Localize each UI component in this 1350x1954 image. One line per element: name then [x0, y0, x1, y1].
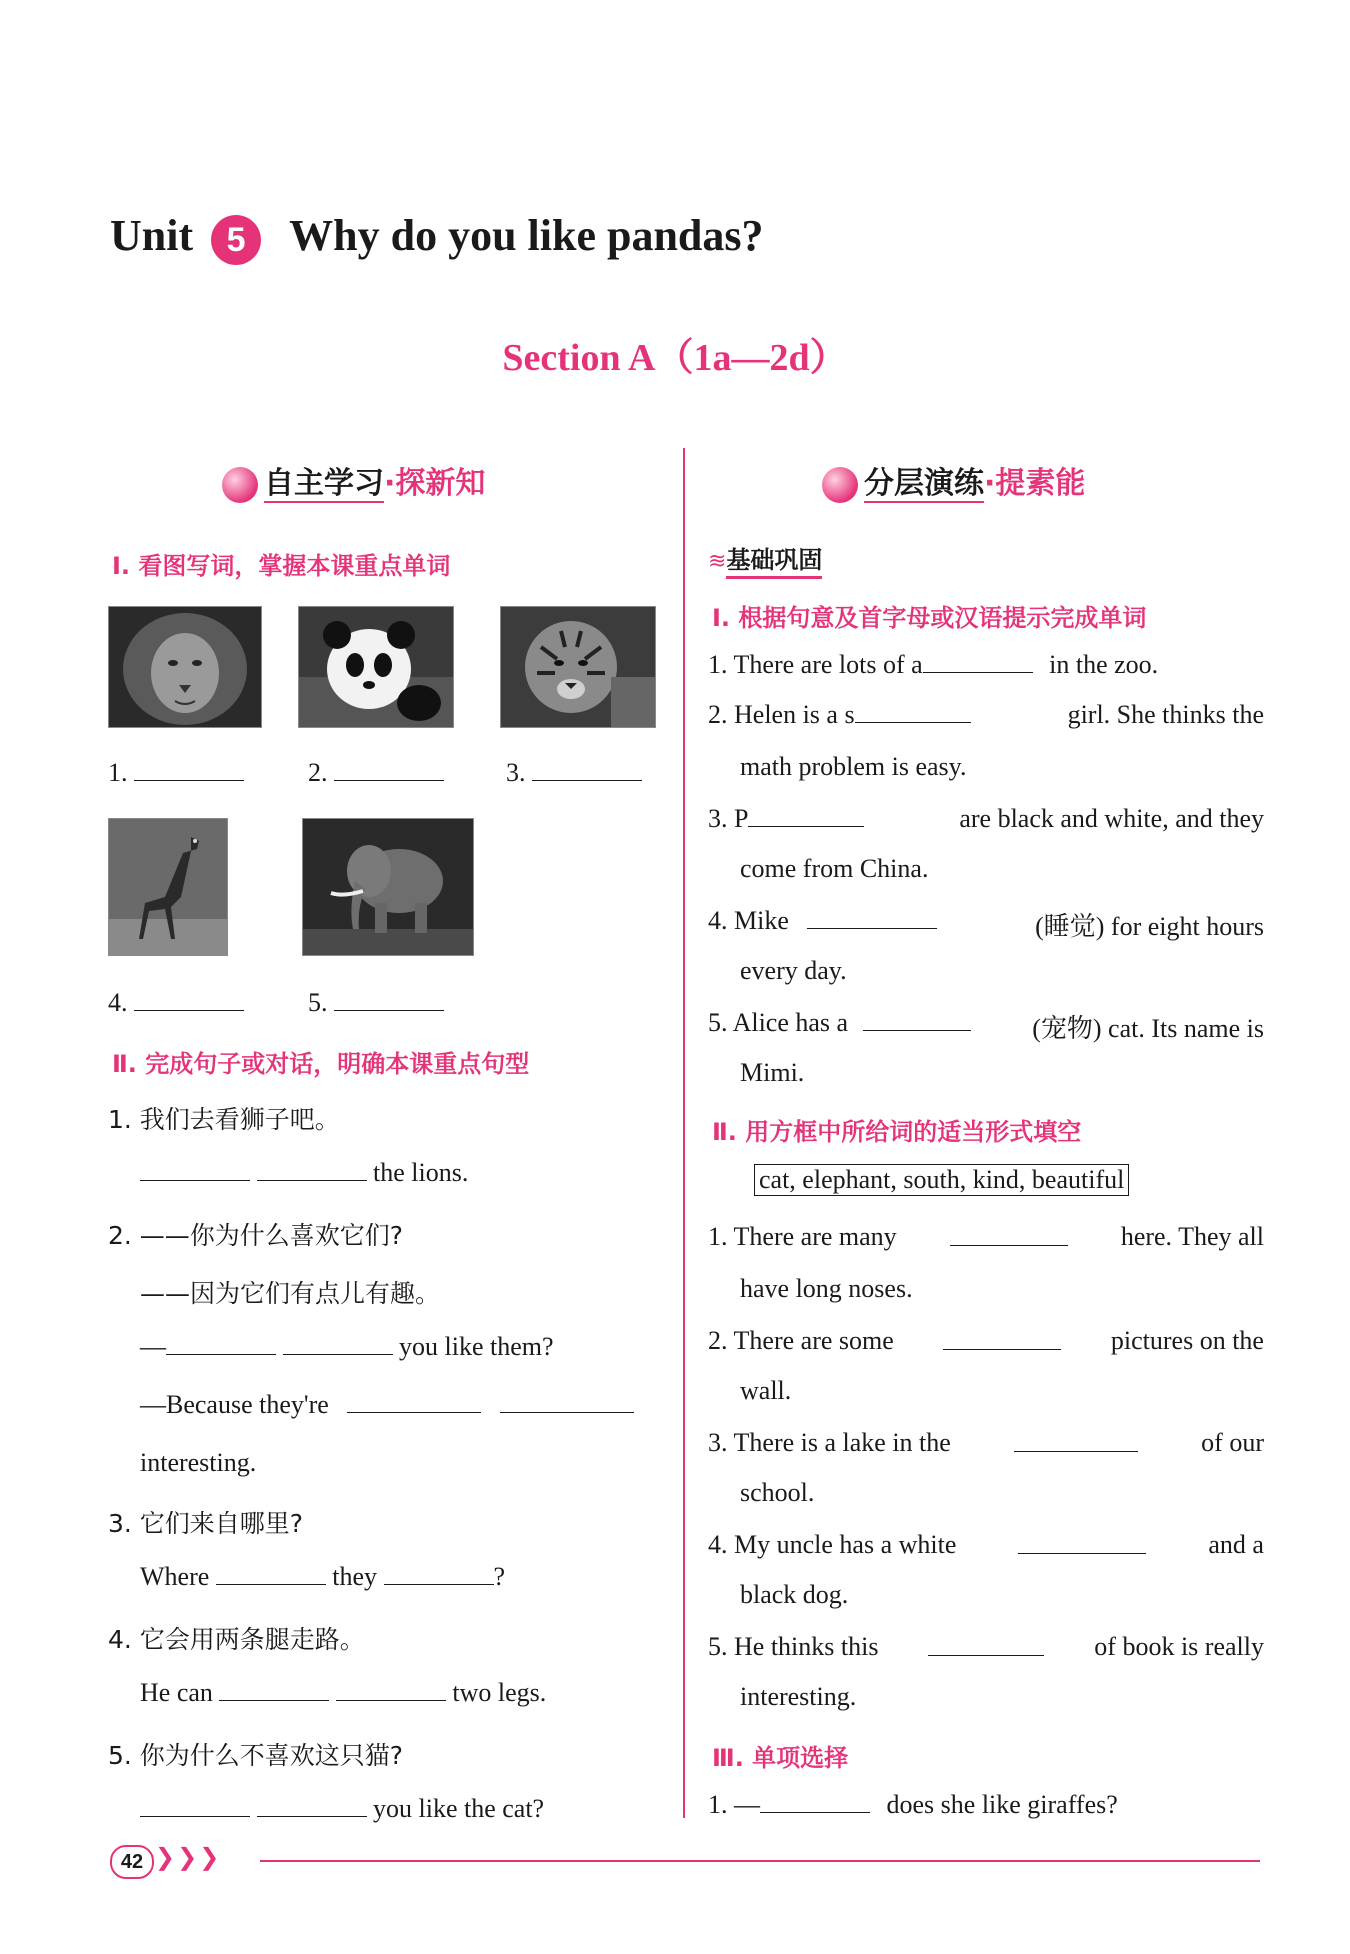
right-part3-title: Ⅲ. 单项选择	[712, 1744, 849, 1772]
answer-blank[interactable]	[855, 721, 971, 723]
r1-q4-c: every day.	[740, 956, 847, 985]
r1-q5-c: Mimi.	[740, 1058, 805, 1087]
r2-q3	[708, 1428, 1264, 1458]
r2-q4-a: 4. My uncle has a white	[708, 1530, 957, 1559]
image-answer-4	[108, 988, 244, 1018]
section-title: Section A（1a—2d）	[502, 337, 848, 379]
q2-text-2: —Because they're	[140, 1390, 329, 1419]
image-answer-3	[506, 758, 642, 788]
r3-q1	[708, 1790, 1118, 1820]
page-number: 42	[110, 1845, 154, 1879]
r2-q3-b: of our	[1201, 1428, 1264, 1457]
r1-q3-c: come from China.	[740, 854, 929, 883]
q1-text: the lions.	[373, 1158, 469, 1187]
sub-heading	[708, 540, 822, 575]
answer-blank[interactable]	[943, 1348, 1061, 1350]
unit-number-badge: 5	[211, 215, 261, 265]
r1-q2-c: math problem is easy.	[740, 752, 967, 781]
image-answer-2	[308, 758, 444, 788]
q3-text-a: Where	[140, 1562, 210, 1591]
r1-q1	[708, 650, 1158, 680]
planet-icon	[222, 467, 258, 503]
q1-chinese: 1. 我们去看狮子吧。	[108, 1105, 340, 1134]
r1-q3-b: are black and white, and they	[959, 804, 1264, 833]
r2-q5-a: 5. He thinks this	[708, 1632, 879, 1661]
giraffe-photo	[108, 818, 228, 956]
r1-q4	[708, 906, 1264, 943]
planet-icon	[822, 467, 858, 503]
r2-q3-a: 3. There is a lake in the	[708, 1428, 951, 1457]
r2-q1	[708, 1222, 1264, 1252]
answer-blank[interactable]	[257, 1815, 367, 1817]
answer-blank[interactable]	[928, 1654, 1044, 1656]
answer-blank[interactable]	[257, 1179, 367, 1181]
right-part1-title: Ⅰ. 根据句意及首字母或汉语提示完成单词	[712, 604, 1147, 632]
q1-english	[140, 1158, 468, 1188]
r2-q2	[708, 1326, 1264, 1356]
answer-blank[interactable]	[166, 1353, 276, 1355]
unit-word: Unit	[110, 211, 194, 260]
elephant-photo	[302, 818, 474, 956]
r1-q4-b: (睡觉) for eight hours	[1035, 912, 1264, 941]
image-answer-5	[308, 988, 444, 1018]
r1-q3	[708, 804, 1264, 834]
answer-blank[interactable]	[334, 1009, 444, 1011]
answer-blank[interactable]	[384, 1583, 494, 1585]
right-part2-title: Ⅱ. 用方框中所给词的适当形式填空	[712, 1118, 1082, 1146]
answer-blank[interactable]	[760, 1811, 870, 1813]
r2-q1-a: 1. There are many	[708, 1222, 897, 1251]
image-label-2: 2.	[308, 758, 328, 787]
r2-q5-b: of book is really	[1094, 1632, 1264, 1661]
tiger-photo	[500, 606, 656, 728]
left-column-heading	[222, 458, 485, 503]
r1-q2-a: 2. Helen is a s	[708, 700, 855, 729]
r2-q5-c: interesting.	[740, 1682, 857, 1711]
right-column-heading	[822, 458, 1085, 503]
answer-blank[interactable]	[1018, 1552, 1146, 1554]
q5-text: you like the cat?	[373, 1794, 545, 1823]
image-label-1: 1.	[108, 758, 128, 787]
answer-blank[interactable]	[216, 1583, 326, 1585]
lion-photo	[108, 606, 262, 728]
q2-english-3: interesting.	[140, 1448, 257, 1477]
q2-chinese-1: 2. ——你为什么喜欢它们?	[108, 1221, 404, 1250]
r1-q2-b: girl. She thinks the	[1067, 700, 1264, 729]
answer-blank[interactable]	[532, 779, 642, 781]
r1-q2	[708, 700, 1264, 730]
heading-dot: ·	[984, 466, 996, 501]
r2-q5	[708, 1632, 1264, 1662]
q3-chinese: 3. 它们来自哪里?	[108, 1509, 304, 1538]
sub-heading-text: 基础巩固	[726, 546, 822, 579]
right-heading-b: 提素能	[995, 466, 1086, 501]
r1-q5-a: 5. Alice has a	[708, 1008, 849, 1037]
left-part1-title: Ⅰ. 看图写词，掌握本课重点单词	[112, 552, 451, 580]
answer-blank[interactable]	[748, 825, 864, 827]
r2-q2-a: 2. There are some	[708, 1326, 894, 1355]
r2-q2-c: wall.	[740, 1376, 792, 1405]
answer-blank[interactable]	[347, 1411, 481, 1413]
q2-english-1	[140, 1332, 554, 1362]
r1-q5-b: (宠物) cat. Its name is	[1032, 1014, 1264, 1043]
book-stack-icon: ≋	[708, 549, 727, 574]
footer-rule	[260, 1860, 1260, 1862]
q4-chinese: 4. 它会用两条腿走路。	[108, 1625, 365, 1654]
q2-text-1: you like them?	[399, 1332, 554, 1361]
r2-q3-c: school.	[740, 1478, 815, 1507]
panda-photo	[298, 606, 454, 728]
q5-english	[140, 1794, 544, 1824]
r2-q4	[708, 1530, 1264, 1560]
answer-blank[interactable]	[500, 1411, 634, 1413]
image-label-3: 3.	[506, 758, 526, 787]
word-box: cat, elephant, south, kind, beautiful	[754, 1164, 1129, 1196]
answer-blank[interactable]	[950, 1244, 1068, 1246]
arrow-icons: ❯❯❯	[155, 1843, 222, 1871]
r2-q1-c: have long noses.	[740, 1274, 913, 1303]
q3-text-b: they	[332, 1562, 378, 1591]
q3-text-c: ?	[493, 1562, 506, 1591]
left-heading-a: 自主学习	[264, 466, 384, 501]
left-heading-b: 探新知	[395, 466, 486, 501]
column-divider	[683, 448, 685, 1818]
q5-chinese: 5. 你为什么不喜欢这只猫?	[108, 1741, 404, 1770]
q4-english	[140, 1678, 546, 1708]
r2-q4-c: black dog.	[740, 1580, 849, 1609]
r1-q4-a: 4. Mike	[708, 906, 789, 935]
r3-q1-b: does she like giraffes?	[886, 1790, 1118, 1819]
q2-english-2	[140, 1390, 634, 1420]
unit-title-text: Why do you like pandas?	[289, 211, 764, 260]
r2-q4-b: and a	[1208, 1530, 1264, 1559]
answer-blank[interactable]	[134, 1009, 244, 1011]
answer-blank[interactable]	[1014, 1450, 1138, 1452]
left-part2-title: Ⅱ. 完成句子或对话，明确本课重点句型	[112, 1050, 530, 1078]
answer-blank[interactable]	[140, 1815, 250, 1817]
q3-english	[140, 1562, 505, 1592]
r1-q5	[708, 1008, 1264, 1045]
r2-q2-b: pictures on the	[1110, 1326, 1264, 1355]
answer-blank[interactable]	[863, 1029, 971, 1031]
image-label-4: 4.	[108, 988, 128, 1017]
r2-q1-b: here. They all	[1120, 1222, 1264, 1251]
answer-blank[interactable]	[140, 1179, 250, 1181]
heading-dot: ·	[384, 466, 396, 501]
answer-blank[interactable]	[334, 779, 444, 781]
r3-q1-a: 1. —	[708, 1790, 760, 1819]
answer-blank[interactable]	[283, 1353, 393, 1355]
image-label-5: 5.	[308, 988, 328, 1017]
r1-q1-a: 1. There are lots of a	[708, 650, 923, 679]
answer-blank[interactable]	[807, 927, 937, 929]
q4-text-a: He can	[140, 1678, 213, 1707]
answer-blank[interactable]	[219, 1699, 329, 1701]
q2-chinese-2: ——因为它们有点儿有趣。	[140, 1279, 441, 1308]
answer-blank[interactable]	[923, 671, 1033, 673]
answer-blank[interactable]	[134, 779, 244, 781]
r1-q3-a: 3. P	[708, 804, 749, 833]
image-answer-1	[108, 758, 244, 788]
answer-blank[interactable]	[336, 1699, 446, 1701]
q4-text-b: two legs.	[452, 1678, 547, 1707]
unit-title	[110, 210, 764, 265]
dash: —	[140, 1332, 166, 1361]
right-heading-a: 分层演练	[864, 466, 984, 501]
r1-q1-b: in the zoo.	[1049, 650, 1159, 679]
